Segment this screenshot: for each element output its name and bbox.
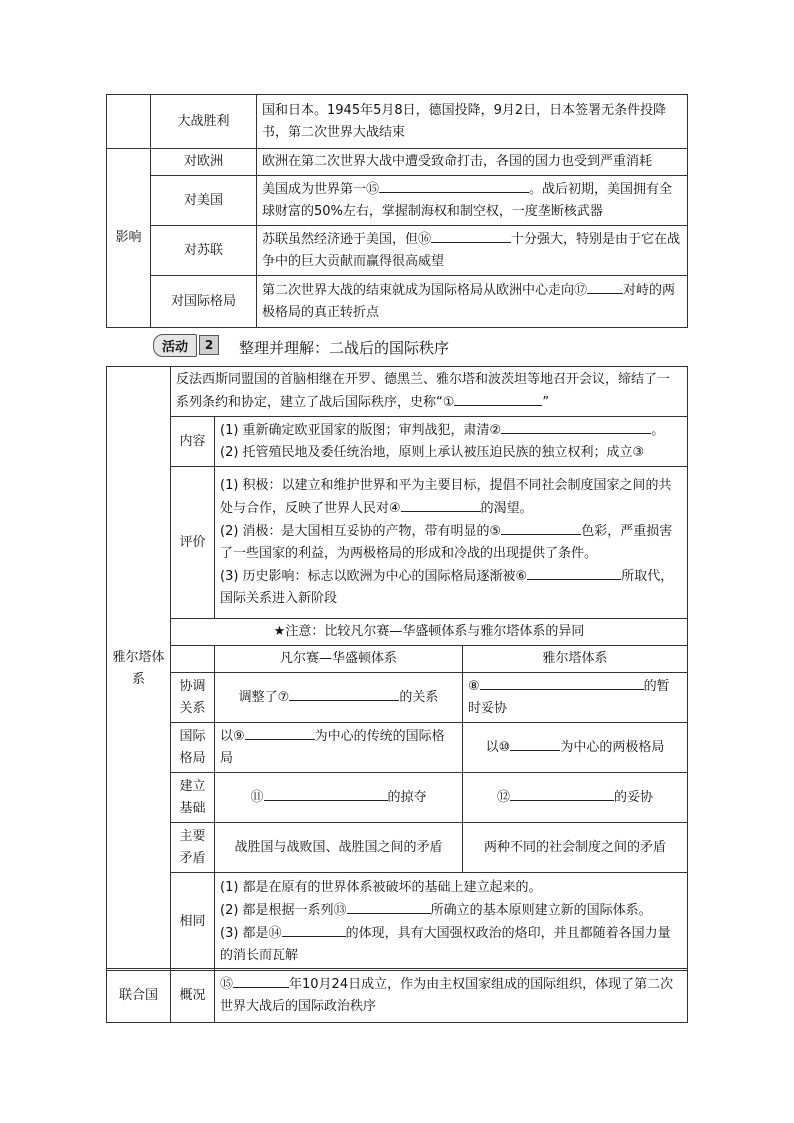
- un-label-cell: 联合国: [107, 969, 171, 1023]
- versailles-header: 凡尔赛—华盛顿体系: [215, 646, 463, 673]
- pattern-versailles: 以⑨ 为中心的传统的国际格局: [215, 723, 463, 773]
- blank-6[interactable]: [527, 565, 621, 580]
- evaluation-text: (1) 积极：以建立和维护世界和平为主要目标，提倡不同社会制度国家之间的共处与合作，反映了世界人民对④ 的渴望。 (2) 消极：是大国相互妥协的产物，带有明显的⑤ 色彩，严重损害了一些国家的利益，为两极格局的形成和冷战的出现提供了条件。 (3) 历史影响：标志以欧洲为中心的国际格局逐渐被⑥ 所取代，国际关系进入新阶段: [215, 467, 688, 619]
- content-label: 内容: [171, 417, 215, 467]
- yalta-intro: 反法西斯同盟国的首脑相继在开罗、德黑兰、雅尔塔和波茨坦等地召开会议，缔结了一系列条约和协定，建立了战后国际秩序，史称“① ”: [171, 367, 688, 417]
- un-overview-text: ⑮ 年10月24日成立，作为由主权国家组成的国际组织，体现了第二次世界大战后的国际政治秩序: [215, 969, 688, 1023]
- blank-2[interactable]: [501, 419, 651, 434]
- coord-yalta: ⑧ 的暂时妥协: [463, 673, 688, 723]
- un-overview-label: 概况: [171, 969, 215, 1023]
- blank-16[interactable]: [431, 228, 511, 243]
- europe-text: 欧洲在第二次世界大战中遭受致命打击，各国的国力也受到严重消耗: [257, 149, 688, 176]
- blank-11[interactable]: [264, 786, 388, 801]
- victory-text: 国和日本。1945年5月8日，德国投降，9月2日，日本签署无条件投降书，第二次世界大战结束: [257, 95, 688, 149]
- blank-10[interactable]: [510, 736, 560, 751]
- yalta-label: 雅尔塔体系: [107, 367, 171, 971]
- ussr-text: 苏联虽然经济逊于美国，但⑯ 十分强大，特别是由于它在战争中的巨大贡献而赢得很高威望: [257, 226, 688, 276]
- content-text: (1) 重新确定欧亚国家的版图；审判战犯，肃清② 。 (2) 托管殖民地及委任统治地，原则上承认被压迫民族的独立权利；成立③: [215, 417, 688, 467]
- activity-title: 整理并理解：二战后的国际秩序: [239, 339, 450, 357]
- intl-text: 第二次世界大战的结束就成为国际格局从欧洲中心走向⑰ 对峙的两极格局的真正转折点: [257, 276, 688, 328]
- usa-text: 美国成为世界第一⑮ 。战后初期，美国拥有全球财富的50%左右，掌握制海权和制空权，一度垄断核武器: [257, 176, 688, 226]
- evaluation-label: 评价: [171, 467, 215, 619]
- activity-badge: [153, 333, 219, 357]
- blank-4[interactable]: [401, 497, 481, 512]
- blank-7[interactable]: [289, 686, 399, 701]
- blank-13[interactable]: [347, 899, 431, 914]
- ussr-label: 对苏联: [151, 226, 257, 276]
- basis-versailles: ⑪ 的掠夺: [215, 773, 463, 823]
- activity-label: 活动: [153, 334, 197, 357]
- europe-label: 对欧洲: [151, 149, 257, 176]
- pattern-label: 国际格局: [171, 723, 215, 773]
- blank-un-15[interactable]: [233, 973, 289, 988]
- postwar-order-table: [106, 366, 688, 971]
- blank-5[interactable]: [501, 520, 581, 535]
- same-text: (1) 都是在原有的世界体系被破坏的基础上建立起来的。 (2) 都是根据一系列⑬ 所确立的基本原则建立新的国际体系。 (3) 都是⑭ 的体现，具有大国强权政治的烙印，并且都随着各国力量的消长而瓦解: [215, 873, 688, 971]
- conflict-versailles: 战胜国与战败国、战胜国之间的矛盾: [215, 823, 463, 873]
- basis-yalta: ⑫ 的妥协: [463, 773, 688, 823]
- activity-number: 2: [199, 335, 219, 355]
- basis-label: 建立基础: [171, 773, 215, 823]
- pattern-yalta: 以⑩ 为中心的两极格局: [463, 723, 688, 773]
- impact-label: 影响: [107, 149, 151, 328]
- blank-9[interactable]: [245, 725, 315, 740]
- intl-label: 对国际格局: [151, 276, 257, 328]
- un-table: [106, 968, 688, 1023]
- same-label: 相同: [171, 873, 215, 971]
- usa-label: 对美国: [151, 176, 257, 226]
- coord-label: 协调关系: [171, 673, 215, 723]
- coord-versailles: 调整了⑦ 的关系: [215, 673, 463, 723]
- blank-17[interactable]: [587, 279, 623, 294]
- blank-12[interactable]: [510, 786, 614, 801]
- conflict-label: 主要矛盾: [171, 823, 215, 873]
- aftermath-table: [106, 94, 688, 328]
- blank-8[interactable]: [480, 675, 644, 690]
- empty-cell: [107, 95, 151, 149]
- comparison-note: ★注意：比较凡尔赛—华盛顿体系与雅尔塔体系的异同: [171, 619, 688, 646]
- victory-label: 大战胜利: [151, 95, 257, 149]
- conflict-yalta: 两种不同的社会制度之间的矛盾: [463, 823, 688, 873]
- blank-1[interactable]: [454, 391, 542, 406]
- empty-cell: [171, 646, 215, 673]
- blank-14[interactable]: [282, 922, 346, 937]
- blank-15[interactable]: [379, 178, 529, 193]
- yalta-header: 雅尔塔体系: [463, 646, 688, 673]
